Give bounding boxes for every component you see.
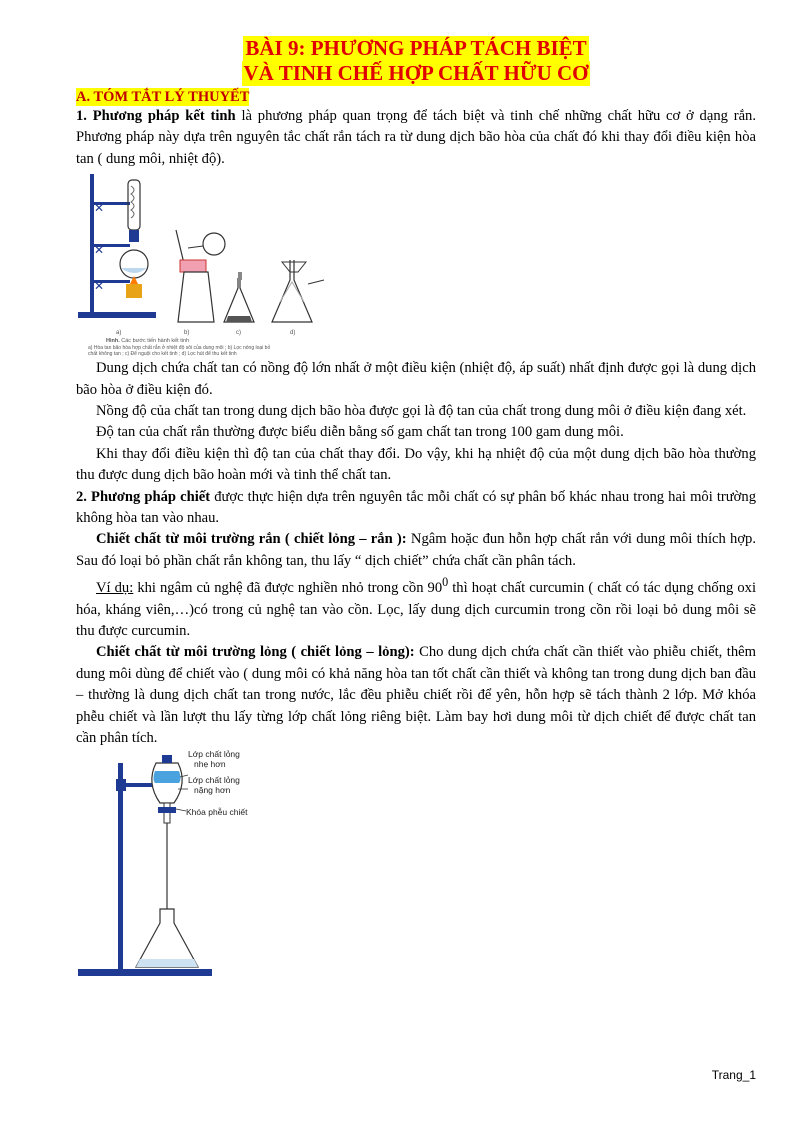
svg-text:✕: ✕ xyxy=(94,201,105,216)
fig2-label-tap: Khóa phễu chiết xyxy=(186,807,248,818)
part2-paragraph xyxy=(76,487,756,530)
example-text-after: thì hoạt chất curcumin ( chất có tác dụng chống oxi hóa, kháng viên,…)có trong củ nghệ tan vào cồn. Lọc, lấy dung dịch curcumin trong cồn rồi loại bỏ dung môi sẽ thu được curcumin. xyxy=(76,580,756,639)
crystallization-figure xyxy=(76,172,756,358)
separating-funnel-illustration xyxy=(76,749,276,985)
title-block xyxy=(76,36,756,86)
paragraph-temperature: Khi thay đổi điều kiện thì độ tan của chất thay đổi. Do vậy, khi hạ nhiệt độ của một dung dịch bão hòa thường thu được dung dịch bão hoàn mới và tinh thể chất tan. xyxy=(76,445,756,484)
paragraph-saturated: Dung dịch chứa chất tan có nồng độ lớn nhất ở một điều kiện (nhiệt độ, áp suất) nhất định được gọi là dung dịch bão hòa ở điều kiện đó. xyxy=(76,360,756,398)
svg-text:✕: ✕ xyxy=(94,243,105,258)
example-degree: 0 xyxy=(442,575,449,590)
svg-text:Hình. Các bước tiến hành kết t xyxy=(106,338,189,344)
document-page xyxy=(76,36,756,985)
paragraph-solubility-unit: Độ tan của chất rắn thường được biểu diễn bằng số gam chất tan trong 100 gam dung môi. xyxy=(96,424,624,441)
svg-text:c): c) xyxy=(236,330,241,337)
part2-heading: 2. Phương pháp chiết xyxy=(76,488,211,505)
example-paragraph xyxy=(76,572,756,642)
fig1-caption-line3: chất không tan ; c) Để nguội cho kết tinh ; d) Lọc hút để thu kết tinh xyxy=(88,351,237,358)
liquid-extraction-paragraph xyxy=(76,642,756,749)
fig2-label-light2: nhẹ hơn xyxy=(194,759,226,770)
page-title-line2: VÀ TINH CHẾ HỢP CHẤT HỮU CƠ xyxy=(243,61,589,85)
solid-extraction-paragraph xyxy=(76,529,756,572)
svg-text:✕: ✕ xyxy=(94,279,105,294)
svg-text:b): b) xyxy=(184,330,190,337)
fig2-label-light1: Lớp chất lỏng xyxy=(188,749,240,760)
fig2-label-heavy2: nặng hơn xyxy=(194,785,231,796)
fig1-caption-line2: a) Hòa tan bão hòa hợp chất rắn ở nhiệt độ sôi của dung môi ; b) Lọc nóng loại bỏ xyxy=(88,345,271,352)
fig1-caption-line1: Các bước tiến hành kết tinh xyxy=(121,338,190,345)
svg-text:a): a) xyxy=(116,330,122,337)
crystallization-illustration xyxy=(76,172,336,358)
part1-text: là phương pháp quan trọng để tách biệt và tinh chế những chất hữu cơ ở dạng rắn. Phương pháp này dựa trên nguyên tắc chất rắn tách ra từ dung dịch bão hòa của chất đó khi thay đổi điều kiện hòa tan ( dung môi, nhiệt độ). xyxy=(76,108,756,167)
liquid-extraction-text: Cho dung dịch chứa chất cần thiết vào phiễu chiết, thêm dung môi dùng để chiết vào ( dung môi có khả năng hòa tan tốt chất cần thiết và không tan trong dung dịch ban đầu – thường là dung dịch chất tan trong nước, lắc đều phiễu chiết rồi để yên, hỗn hợp sẽ tách thành 2 lớp. Mở khóa phễu chiết và lần lượt thu lấy từng lớp chất lỏng riêng biệt. Làm bay hơi dung môi từ dịch chiết để được chất tan cần phân tích. xyxy=(76,644,756,746)
liquid-extraction-heading: Chiết chất từ môi trường lỏng ( chiết lỏng – lỏng): xyxy=(96,644,415,661)
fig2-label-heavy1: Lớp chất lỏng xyxy=(188,775,240,786)
example-label: Ví dụ: xyxy=(96,580,134,597)
fig1-caption-title: Hình. xyxy=(106,338,120,345)
separating-funnel-figure xyxy=(76,749,756,985)
part1-paragraph xyxy=(76,106,756,170)
svg-text:d): d) xyxy=(290,330,296,337)
solid-extraction-text: Ngâm hoặc đun hỗn hợp chất rắn với dung môi thích hợp. Sau đó loại bỏ phần chất rắn không tan, thu lấy “ dịch chiết” chứa chất cần phân tách. xyxy=(76,531,756,569)
section-heading-a: A. TÓM TẮT LÝ THUYẾT xyxy=(76,89,250,105)
page-number: Trang_1 xyxy=(711,1068,756,1082)
paragraph-solubility: Nồng độ của chất tan trong dung dịch bão hòa được gọi là độ tan của chất trong dung môi ở điều kiện đang xét. xyxy=(96,403,747,420)
part2-text: được thực hiện dựa trên nguyên tắc mỗi chất có sự phân bố khác nhau trong hai môi trường không hòa tan vào nhau. xyxy=(76,488,756,527)
part1-heading: 1. Phương pháp kết tinh xyxy=(76,108,236,124)
solid-extraction-heading: Chiết chất từ môi trường rắn ( chiết lỏng – rắn ): xyxy=(96,531,407,548)
page-title-line1: BÀI 9: PHƯƠNG PHÁP TÁCH BIỆT xyxy=(245,36,587,60)
example-text-before: khi ngâm củ nghệ đã được nghiền nhỏ trong cồn 90 xyxy=(133,580,443,597)
